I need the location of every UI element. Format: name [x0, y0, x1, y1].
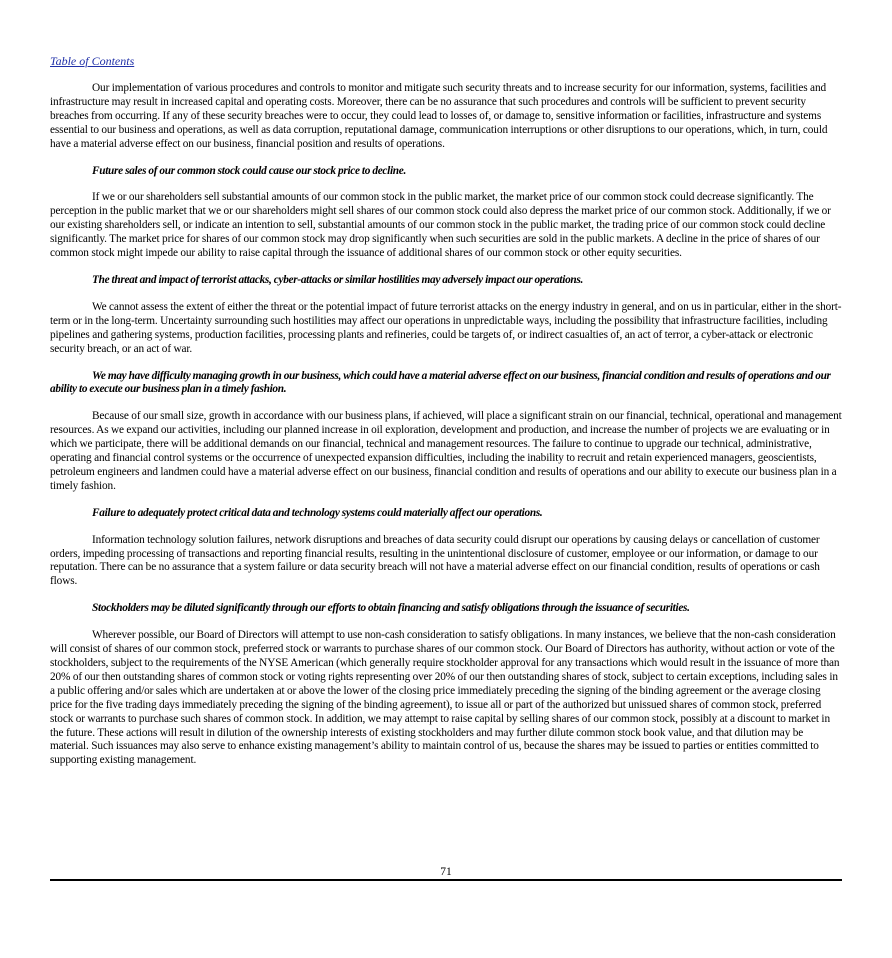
heading-stockholder-dilution: Stockholders may be diluted significantly through our efforts to obtain financing and satisfy obligations through the issuance of securities.: [92, 602, 690, 615]
paragraph-security-controls: Our implementation of various procedures and controls to monitor and mitigate such security threats and to increase security for our information, systems, facilities and infrastructure may result in increased capital and operating costs. Moreover, there can be no assurance that such procedures and controls will be sufficient to prevent security breaches from occurring. If any of these security breaches were to occur, they could lead to losses of, or damage to, sensitive information or facilities, infrastructure and systems essential to our business and operations, as well as data corruption, reputational damage, communication interruptions or other disruptions to our operations, which, in turn, could have a material adverse effect on our business, financial position and results of operations.: [50, 82, 828, 150]
paragraph-future-sales: If we or our shareholders sell substantial amounts of our common stock in the public market, the market price of our common stock could decrease significantly. The perception in the public market that we or our shareholders might sell shares of our common stock could also depress the market price of our common stock. Additionally, if we or our existing shareholders sell, or indicate an intention to sell, substantial amounts of our common stock in the public market, the trading price of our common stock could decline significantly. The market price for shares of our common stock may drop significantly when such securities are sold in the public markets. A decline in the price of shares of our common stock might impede our ability to raise capital through the issuance of additional shares of our common stock or other equity securities.: [50, 191, 831, 260]
paragraph-managing-growth: Because of our small size, growth in accordance with our business plans, if achieved, will place a significant strain on our financial, technical, operational and management resources. As we expand our activities, including our planned increase in oil exploration, development and production, and increase the number of projects we are evaluating or in which we participate, there will be additional demands on our financial, technical and management resources. The failure to continue to upgrade our technical, administrative, operating and financial control systems or the occurrence of unexpected expansion difficulties, including the inability to recruit and retain experienced managers, geoscientists, petroleum engineers and landmen could have a material adverse effect on our business, financial condition and results of operations and our ability to execute our business plan in a timely fashion.: [50, 410, 842, 492]
paragraph-critical-data: Information technology solution failures, network disruptions and breaches of data security could disrupt our operations by causing delays or cancellation of customer orders, impeding processing of transactions and reporting financial results, resulting in the unintentional disclosure of customer, employee or our information, or damage to our reputation. There can be no assurance that a system failure or data security breach will not have a material adverse effect on our financial condition, results of operations or cash flows.: [50, 533, 820, 588]
table-of-contents-link[interactable]: Table of Contents: [50, 54, 135, 68]
heading-critical-data: Failure to adequately protect critical data and technology systems could materially affect our operations.: [92, 506, 543, 519]
heading-terrorist-attacks: The threat and impact of terrorist attacks, cyber-attacks or similar hostilities may adversely impact our operations.: [92, 273, 584, 286]
document-page: [50, 52, 842, 781]
heading-managing-growth: We may have difficulty managing growth in our business, which could have a material adverse effect on our business, financial condition and results of operations and our ability to execute our business plan in a timely fashion.: [50, 369, 831, 396]
paragraph-terrorist-attacks: We cannot assess the extent of either the threat or the potential impact of future terrorist attacks on the energy industry in general, and on us in particular, either in the short-term or in the long-term. Uncertainty surrounding such hostilities may affect our operations in unpredictable ways, including the possibility that infrastructure facilities, including pipelines and gathering systems, production facilities, processing plants and refineries, could be targets of, or indirect casualties of, an act of terror, a cyber-attack or electronic security breach, or an act of war.: [50, 300, 842, 355]
footer-divider: [50, 879, 842, 881]
paragraph-stockholder-dilution: Wherever possible, our Board of Directors will attempt to use non-cash consideration to satisfy obligations. In many instances, we believe that the non-cash consideration will consist of shares of our common stock, preferred stock or warrants to purchase shares of our common stock. Our Board of Directors has authority, without action or vote of the stockholders, subject to the requirements of the NYSE American (which generally require stockholder approval for any transactions which would result in the issuance of more than 20% of our then outstanding shares of common stock or voting rights representing over 20% of our then outstanding shares of stock, subject to certain exceptions, including sales in a public offering and/or sales which are undertaken at or above the lower of the closing price immediately preceding the signing of the binding agreement or the average closing price for the five trading days immediately preceding the signing of the binding agreement), to issue all or part of the authorized but unissued shares of common stock, preferred stock or warrants to purchase such shares of common stock. In addition, we may attempt to raise capital by selling shares of our common stock, possibly at a discount to market in the future. These actions will result in dilution of the ownership interests of existing stockholders and may further dilute common stock book value, and that dilution may be material. Such issuances may also serve to enhance existing management’s ability to maintain control of us, because the shares may be issued to parties or entities committed to supporting existing management.: [50, 629, 840, 767]
page-number: 71: [440, 866, 452, 878]
heading-future-sales: Future sales of our common stock could cause our stock price to decline.: [92, 164, 407, 177]
